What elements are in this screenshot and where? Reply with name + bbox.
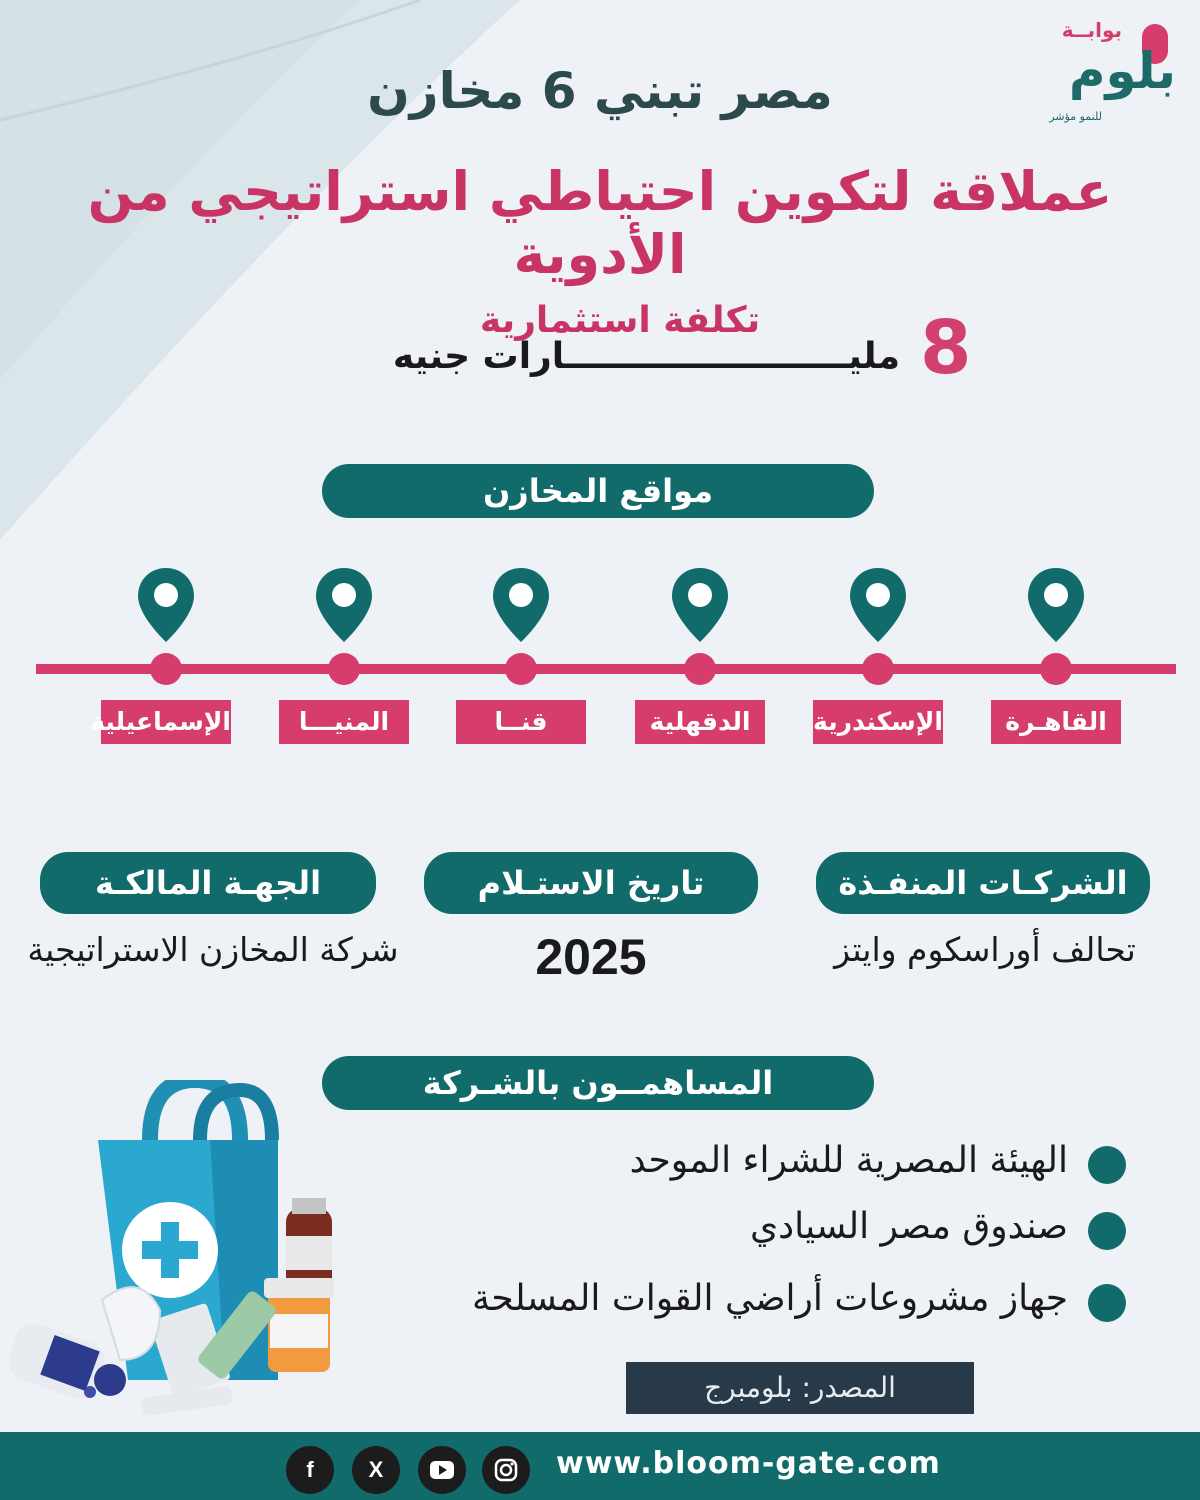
title-line-1: مصر تبني 6 مخازن <box>367 62 833 120</box>
city-label: القاهـرة <box>991 700 1121 744</box>
medicine-bag-illustration <box>10 1080 350 1420</box>
city-label: الإسكندرية <box>813 700 943 744</box>
city-label: الدقهلية <box>635 700 765 744</box>
bullet-dot <box>1088 1212 1126 1250</box>
brand-tagline: للنمو مؤشر <box>1049 110 1102 123</box>
facebook-icon[interactable]: f <box>286 1446 334 1494</box>
timeline-dot <box>684 653 716 685</box>
instagram-icon[interactable] <box>482 1446 530 1494</box>
city-label: الإسماعيلية <box>101 700 231 744</box>
website-link[interactable]: www.bloom-gate.com <box>556 1446 941 1481</box>
date-heading: تاريخ الاستـلام <box>424 852 758 914</box>
location-pin-icon <box>1025 566 1087 644</box>
shareholders-heading: المساهمــون بالشـركة <box>322 1056 874 1110</box>
location-pin-icon <box>847 566 909 644</box>
locations-heading: مواقع المخازن <box>322 464 874 518</box>
brand-top-text: بوابــة <box>1061 18 1122 42</box>
companies-heading: الشركـات المنفـذة <box>816 852 1150 914</box>
location-pin-icon <box>313 566 375 644</box>
owner-heading: الجهـة المالكـة <box>40 852 376 914</box>
cost-words: مليـــــــــــــــــــــــارات جنيه <box>392 336 900 377</box>
cost-label: تكلفة استثمارية <box>479 300 761 341</box>
locations-timeline <box>36 664 1176 674</box>
shareholder-item: صندوق مصر السيادي <box>749 1206 1068 1247</box>
x-icon[interactable]: X <box>352 1446 400 1494</box>
timeline-dot <box>150 653 182 685</box>
shareholder-item: الهيئة المصرية للشراء الموحد <box>629 1140 1068 1181</box>
city-label: المنيـــا <box>279 700 409 744</box>
shareholder-item: جهاز مشروعات أراضي القوات المسلحة <box>472 1278 1068 1319</box>
bullet-dot <box>1088 1146 1126 1184</box>
timeline-dot <box>1040 653 1072 685</box>
source-label: المصدر: بلومبرج <box>626 1362 974 1414</box>
timeline-dot <box>328 653 360 685</box>
date-value: 2025 <box>535 929 647 985</box>
timeline-dot <box>862 653 894 685</box>
location-pin-icon <box>490 566 552 644</box>
city-label: قنــا <box>456 700 586 744</box>
youtube-icon[interactable] <box>418 1446 466 1494</box>
timeline-dot <box>505 653 537 685</box>
location-pin-icon <box>135 566 197 644</box>
title-line-2: عملاقة لتكوين احتياطي استراتيجي من الأدوية <box>87 160 1113 286</box>
location-pin-icon <box>669 566 731 644</box>
cost-number: 8 <box>920 305 972 391</box>
companies-value: تحالف أوراسكوم وايتز <box>834 930 1136 969</box>
bullet-dot <box>1088 1284 1126 1322</box>
brand-name: بلوم <box>1068 42 1176 100</box>
owner-value: شركة المخازن الاستراتيجية <box>27 930 399 969</box>
